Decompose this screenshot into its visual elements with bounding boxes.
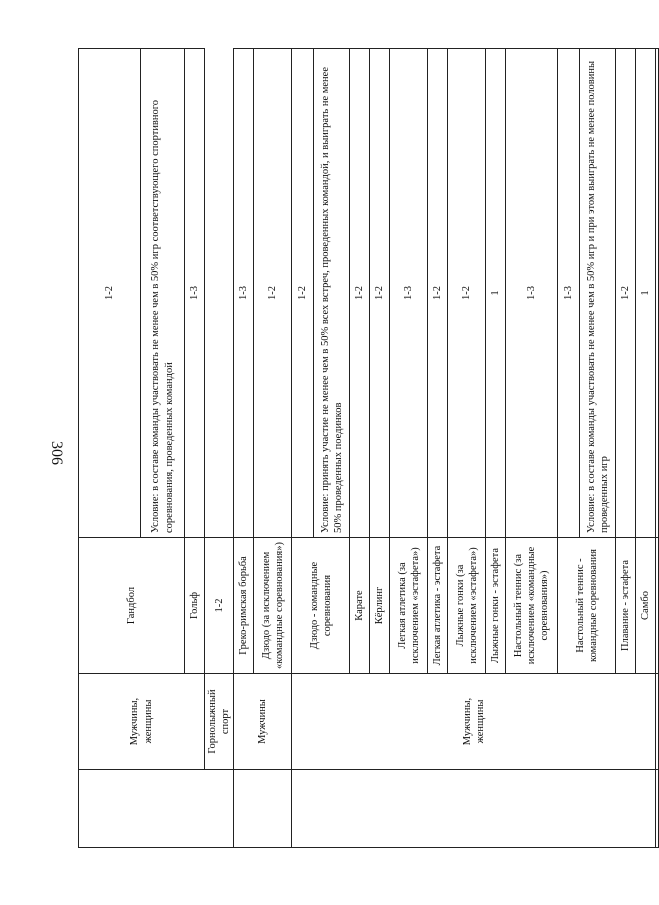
condition-cell: Условие: принять участие не менее чем в 50% всех встреч, проведенных командой, и выиграть не менее 50% проведенных поединков <box>314 49 350 538</box>
count-cell: 1-2 <box>428 49 448 538</box>
table-row <box>205 49 234 848</box>
empty-cell <box>234 770 292 848</box>
count-cell: 1-3 <box>506 49 558 538</box>
gender-cell: Мужчины, женщины <box>292 674 656 770</box>
condition-cell: Условие: в составе команды участвовать не менее чем в 50% игр и при этом выиграть не менее половины проведенных игр <box>580 49 616 538</box>
empty-cell <box>656 538 659 674</box>
count-cell: 1-2 <box>79 49 141 538</box>
empty-cell <box>656 674 659 770</box>
empty-cell <box>79 770 234 848</box>
count-cell: 1-2 <box>254 49 292 538</box>
sport-cell: Карате <box>350 538 370 674</box>
count-cell: 1-2 <box>292 49 314 538</box>
count-cell: 1-3 <box>558 49 580 538</box>
sport-cell: Легкая атлетика - эстафета <box>428 538 448 674</box>
sport-cell: Самбо <box>636 538 656 674</box>
sport-cell: Настольный теннис - командные соревнования <box>558 538 616 674</box>
gender-cell: Мужчины, женщины <box>79 674 205 770</box>
table-row <box>79 49 141 848</box>
sport-cell: Греко-римская борьба <box>234 538 254 674</box>
sport-cell: Гольф <box>185 538 205 674</box>
table-row <box>292 49 314 848</box>
count-cell: 1-2 <box>370 49 390 538</box>
sport-cell: Легкая атлетика (за исключением «эстафета») <box>390 538 428 674</box>
empty-cell <box>656 49 659 538</box>
sport-cell: Дзюдо (за исключением «командные соревнования») <box>254 538 292 674</box>
sport-cell: Лыжные гонки - эстафета <box>486 538 506 674</box>
empty-cell <box>292 770 656 848</box>
count-cell: 1-2 <box>205 538 234 674</box>
sport-cell: Лыжные гонки (за исключением «эстафета») <box>448 538 486 674</box>
count-cell: 1-3 <box>390 49 428 538</box>
table-row <box>234 49 254 848</box>
condition-cell: Условие: в составе команды участвовать не менее чем в 50% игр соответствующего спортивного соревнования, проведенных командой <box>141 49 185 538</box>
gender-cell: Мужчины <box>234 674 292 770</box>
page-number: 306 <box>48 441 65 465</box>
count-cell: 1 <box>486 49 506 538</box>
rotated-table-container <box>78 48 652 848</box>
sport-cell: Дзюдо - командные соревнования <box>292 538 350 674</box>
count-cell: 1-3 <box>234 49 254 538</box>
count-cell: 1-2 <box>448 49 486 538</box>
sport-cell: Горнолыжный спорт <box>205 674 234 770</box>
sport-cell: Настольный теннис (за исключением «командные соревнования») <box>506 538 558 674</box>
count-cell: 1-2 <box>350 49 370 538</box>
empty-cell <box>656 770 659 848</box>
count-cell: 1 <box>636 49 656 538</box>
sports-rules-table <box>78 48 659 848</box>
count-cell: 1-3 <box>185 49 205 538</box>
sport-cell: Гандбол <box>79 538 185 674</box>
sport-cell: Кёрлинг <box>370 538 390 674</box>
table-row <box>656 49 659 848</box>
sport-cell: Плавание - эстафета <box>616 538 636 674</box>
count-cell: 1-2 <box>616 49 636 538</box>
